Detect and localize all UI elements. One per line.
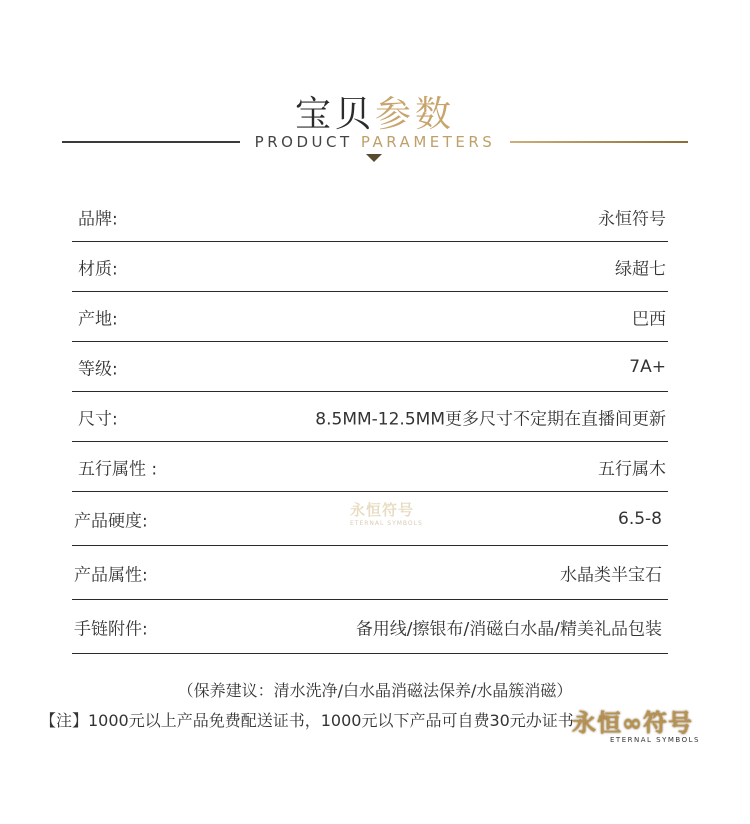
param-row-origin	[72, 292, 668, 342]
certificate-notice: 【注】1000元以上产品免费配送证书，1000元以下产品可自费30元办证书	[40, 711, 574, 730]
page-title	[0, 86, 750, 137]
param-label: 等级:	[78, 359, 118, 379]
param-label: 产地:	[78, 309, 118, 329]
watermark-text: 永恒符号	[350, 501, 415, 519]
brand-logo-text: 永恒∞符号	[572, 709, 693, 737]
page-subtitle	[0, 133, 750, 151]
watermark-subtext: ETERNAL SYMBOLS	[350, 520, 423, 527]
down-pointer-icon	[366, 154, 382, 162]
param-value: 绿超七	[615, 259, 666, 279]
care-advice: （保养建议：清水洗净/白水晶消磁法保养/水晶簇消磁）	[177, 681, 573, 700]
subtitle-gold: PARAMETERS	[360, 133, 496, 151]
param-value: 8.5MM-12.5MM更多尺寸不定期在直播间更新	[315, 409, 666, 429]
param-label: 尺寸:	[78, 409, 118, 429]
param-label: 产品硬度:	[74, 511, 148, 531]
param-row-accessories	[72, 600, 668, 654]
param-value: 永恒符号	[598, 209, 666, 229]
param-value: 7A+	[629, 356, 666, 377]
param-row-five-elements	[72, 442, 668, 492]
param-label: 产品属性:	[74, 565, 148, 585]
subtitle-dark: PRODUCT	[254, 133, 361, 151]
param-row-property	[72, 546, 668, 600]
brand-logo-subtext: ETERNAL SYMBOLS	[610, 736, 700, 744]
param-row-material	[72, 242, 668, 292]
brand-logo	[566, 703, 736, 745]
param-value: 巴西	[632, 309, 666, 329]
param-row-brand	[72, 192, 668, 242]
param-value: 五行属木	[598, 459, 666, 479]
param-row-grade	[72, 342, 668, 392]
parameters-table	[72, 192, 668, 654]
param-value: 6.5-8	[618, 508, 662, 529]
param-label: 五行属性 :	[78, 459, 158, 479]
title-dark: 宝贝	[294, 94, 375, 135]
param-label: 品牌:	[78, 209, 118, 229]
watermark-logo	[350, 499, 462, 529]
param-value: 备用线/擦银布/消磁白水晶/精美礼品包装	[355, 619, 662, 639]
param-label: 手链附件:	[74, 619, 148, 639]
param-label: 材质:	[78, 259, 118, 279]
param-value: 水晶类半宝石	[560, 565, 662, 585]
param-row-size	[72, 392, 668, 442]
title-gold: 参数	[375, 94, 456, 135]
